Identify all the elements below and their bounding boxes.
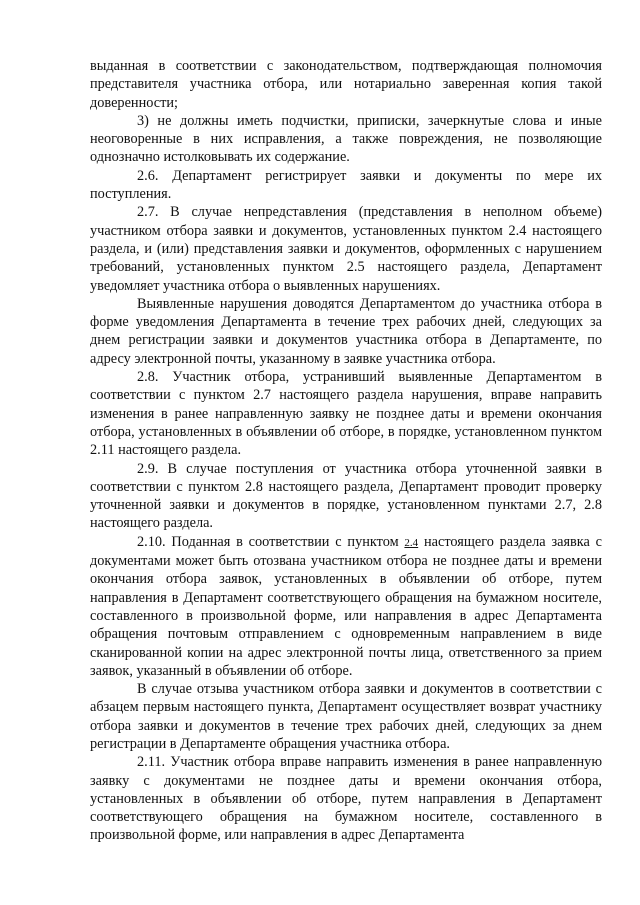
paragraph-power-of-attorney: выданная в соответствии с законодательством, подтверждающая полномочия представителя участника отбора, или нотариально заверенная копия такой доверенности; xyxy=(90,58,602,111)
paragraph-violations-notice: Выявленные нарушения доводятся Департаментом до участника отбора в форме уведомления Департамента в течение трех рабочих дней, следующих за днем регистрации заявки и документов участника отбора в Департаменте, по адресу электронной почты, указанному в заявке участника отбора. xyxy=(90,295,602,367)
document-page xyxy=(90,57,602,845)
clause-reference-link[interactable]: 2.4 xyxy=(404,536,419,549)
paragraph-2-8: 2.8. Участник отбора, устранивший выявленные Департаментом в соответствии с пунктом 2.7 настоящего раздела нарушения, вправе направить изменения в ранее направленную заявку не позднее даты и времени окончания отбора, установленных в объявлении об отборе, в порядке, установленном пунктом 2.11 настоящего раздела. xyxy=(90,369,602,459)
paragraph-2-9: 2.9. В случае поступления от участника отбора уточненной заявки в соответствии с пунктом 2.8 настоящего раздела, Департамент проводит проверку уточненной заявки и документов в порядке, установленном пунктами 2.7, 2.8 настоящего раздела. xyxy=(90,460,602,532)
paragraph-2-10 xyxy=(90,533,602,680)
paragraph-2-6: 2.6. Департамент регистрирует заявки и документы по мере их поступления. xyxy=(90,167,602,203)
paragraph-item-3: 3) не должны иметь подчистки, приписки, зачеркнутые слова и иные неоговоренные в них исправления, а также повреждения, не позволяющие однозначно истолковывать их содержание. xyxy=(90,112,602,166)
paragraph-2-7: 2.7. В случае непредставления (представления в неполном объеме) участником отбора заявки и документов, установленных пунктом 2.4 настоящего раздела, и (или) представления заявки и документов, оформленных с нарушением требований, установленных пунктом 2.5 настоящего раздела, Департамент уведомляет участника отбора о выявленных нарушениях. xyxy=(90,204,602,294)
paragraph-2-10-start: 2.10. Поданная в соответствии с пунктом xyxy=(137,533,405,550)
paragraph-2-10-rest: настоящего раздела заявка с документами может быть отозвана участником отбора не позднее даты и времени окончания отбора заявок, установленных в объявлении об отборе, путем направления в Департамент соответствующего обращения на бумажном носителе, составленного в произвольной форме, или направления в адрес Департамента обращения почтовым отправлением с одновременным направлением в виде сканированной копии на адрес электронной почты лица, ответственного за прием заявок, указанный в объявлении об отборе. xyxy=(90,533,602,679)
paragraph-2-11: 2.11. Участник отбора вправе направить изменения в ранее направленную заявку с документами не позднее даты и времени окончания отбора, установленных в объявлении об отборе, путем направления в Департамент соответствующего обращения на бумажном носителе, составленного в произвольной форме, или направления в адрес Департамента xyxy=(90,754,602,844)
paragraph-withdrawal-return: В случае отзыва участником отбора заявки и документов в соответствии с абзацем первым настоящего пункта, Департамент осуществляет возврат участнику отбора заявки и документов в течение трех рабочих дней, следующих за днем регистрации в Департаменте обращения участника отбора. xyxy=(90,681,602,752)
